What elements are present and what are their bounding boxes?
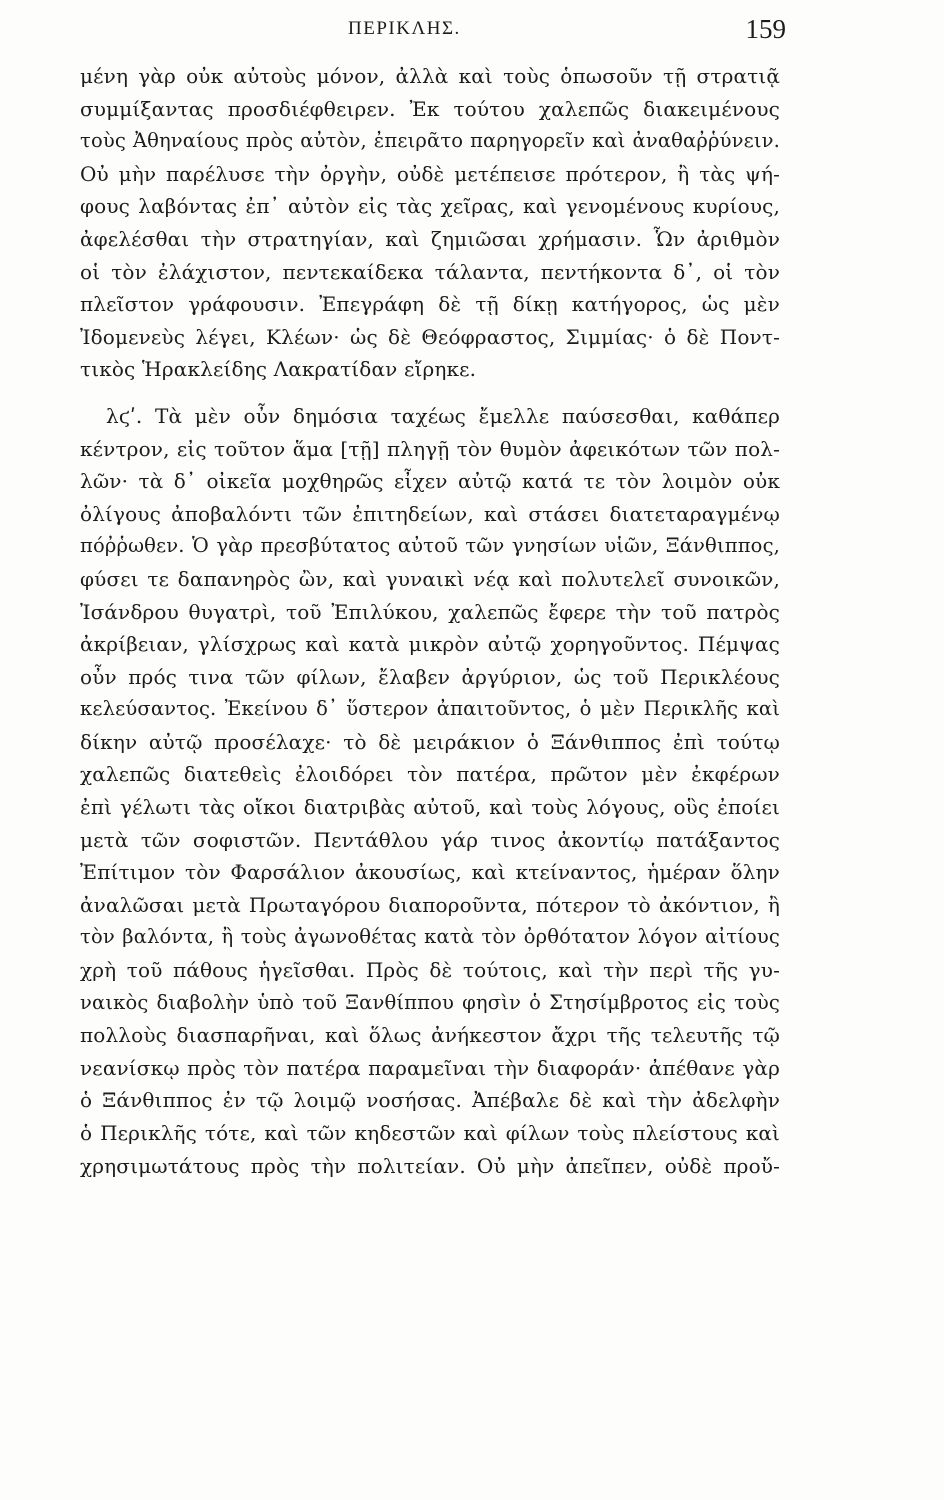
text-line: ἐπὶ γέλωτι τὰς οἴκοι διατριβὰς αὐτοῦ, καὶ τοὺς λόγους, οὓς ἐποίει: [80, 795, 780, 820]
text-line: οὖν πρός τινα τῶν φίλων, ἔλαβεν ἀργύριον, ὡς τοῦ Περικλέους: [80, 664, 780, 689]
text-line: πόῤῥωθεν. Ὁ γὰρ πρεσβύτατος αὐτοῦ τῶν γνησίων υἱῶν, Ξάνθιππος,: [80, 534, 780, 558]
text-line: ναικὸς διαβολὴν ὑπὸ τοῦ Ξανθίππου φησὶν ὁ Στησίμβροτος εἰς τοὺς: [80, 990, 780, 1014]
text-line: ὀλίγους ἀποβαλόντι τῶν ἐπιτηδείων, καὶ στάσει διατεταραγμένῳ: [80, 501, 780, 526]
text-line: πλεῖστον γράφουσιν. Ἐπεγράφη δὲ τῇ δίκῃ κατήγορος, ὡς μὲν: [80, 292, 780, 317]
text-line: δίκην αὐτῷ προσέλαχε· τὸ δὲ μειράκιον ὁ Ξάνθιππος ἐπὶ τούτῳ: [80, 729, 780, 754]
text-line: ὁ Ξάνθιππος ἐν τῷ λοιμῷ νοσήσας. Ἀπέβαλε δὲ καὶ τὴν ἀδελφὴν: [80, 1088, 780, 1113]
text-line: Ἰδομενεὺς λέγει, Κλέων· ὡς δὲ Θεόφραστος, Σιμμίας· ὁ δὲ Ποντ-: [80, 324, 780, 349]
paragraph-2: [80, 400, 780, 1182]
text-line: πολλοὺς διασπαρῆναι, καὶ ὅλως ἀνήκεστον ἄχρι τῆς τελευτῆς τῷ: [80, 1023, 780, 1048]
body-text: [80, 60, 780, 1182]
text-line: ὁ Περικλῆς τότε, καὶ τῶν κηδεστῶν καὶ φίλων τοὺς πλείστους καὶ: [80, 1121, 780, 1145]
text-line: οἱ τὸν ἐλάχιστον, πεντεκαίδεκα τάλαντα, πεντήκοντα δ᾽, οἱ τὸν: [80, 259, 780, 284]
page-header: [80, 14, 786, 48]
running-head: ΠΕΡΙΚΛΗΣ.: [348, 18, 461, 39]
text-line: κελεύσαντος. Ἐκείνου δ᾽ ὕστερον ἀπαιτοῦντος, ὁ μὲν Περικλῆς καὶ: [80, 697, 780, 721]
text-line: χρὴ τοῦ πάθους ἡγεῖσθαι. Πρὸς δὲ τούτοις, καὶ τὴν περὶ τῆς γυ-: [80, 958, 780, 983]
text-line: κέντρον, εἰς τοῦτον ἅμα [τῇ] πληγῇ τὸν θυμὸν ἀφεικότων τῶν πολ-: [80, 436, 780, 461]
text-line: ἀκρίβειαν, γλίσχρως καὶ κατὰ μικρὸν αὐτῷ χορηγοῦντος. Πέμψας: [80, 632, 780, 657]
text-line: φους λαβόντας ἐπ᾽ αὐτὸν εἰς τὰς χεῖρας, καὶ γενομένους κυρίους,: [80, 194, 780, 219]
text-line: φύσει τε δαπανηρὸς ὢν, καὶ γυναικὶ νέᾳ καὶ πολυτελεῖ συνοικῶν,: [80, 566, 780, 591]
text-line: συμμίξαντας προσδιέφθειρεν. Ἐκ τούτου χαλεπῶς διακειμένους: [80, 96, 780, 121]
text-line: χαλεπῶς διατεθεὶς ἐλοιδόρει τὸν πατέρα, πρῶτον μὲν ἐκφέρων: [80, 762, 780, 787]
text-line: μένη γὰρ οὐκ αὐτοὺς μόνον, ἀλλὰ καὶ τοὺς ὁπωσοῦν τῇ στρατιᾷ: [80, 64, 780, 88]
text-line: τικὸς Ἡρακλείδης Λακρατίδαν εἴρηκε.: [80, 357, 477, 382]
text-line: ἀναλῶσαι μετὰ Πρωταγόρου διαποροῦντα, πότερον τὸ ἀκόντιον, ἢ: [80, 892, 780, 917]
page-number: 159: [745, 14, 786, 44]
text-line: νεανίσκῳ πρὸς τὸν πατέρα παραμεῖναι τὴν διαφοράν· ἀπέθανε γὰρ: [80, 1055, 780, 1080]
text-line: μετὰ τῶν σοφιστῶν. Πεντάθλου γάρ τινος ἀκοντίῳ πατάξαντος: [80, 827, 780, 852]
section-start-line: λϛʹ. Τὰ μὲν οὖν δημόσια ταχέως ἔμελλε παύσεσθαι, καθάπερ: [106, 403, 780, 428]
text-line: λῶν· τὰ δ᾽ οἰκεῖα μοχθηρῶς εἶχεν αὐτῷ κατά τε τὸν λοιμὸν οὐκ: [80, 469, 780, 494]
text-line: Ἐπίτιμον τὸν Φαρσάλιον ἀκουσίως, καὶ κτείναντος, ἡμέραν ὅλην: [80, 860, 780, 885]
text-line: χρησιμωτάτους πρὸς τὴν πολιτείαν. Οὐ μὴν ἀπεῖπεν, οὐδὲ προὔ-: [80, 1153, 780, 1178]
text-line: Ἰσάνδρου θυγατρὶ, τοῦ Ἐπιλύκου, χαλεπῶς ἔφερε τὴν τοῦ πατρὸς: [80, 599, 780, 624]
paragraph-gap: [80, 386, 780, 400]
text-line: Οὐ μὴν παρέλυσε τὴν ὀργὴν, οὐδὲ μετέπεισε πρότερον, ἢ τὰς ψή-: [80, 161, 780, 186]
text-line: ἀφελέσθαι τὴν στρατηγίαν, καὶ ζημιῶσαι χρήμασιν. Ὧν ἀριθμὸν: [80, 226, 780, 251]
paragraph-1: [80, 60, 780, 386]
text-line: τοὺς Ἀθηναίους πρὸς αὐτὸν, ἐπειρᾶτο παρηγορεῖν καὶ ἀναθαῤῥύνειν.: [80, 129, 780, 153]
text-line: τὸν βαλόντα, ἢ τοὺς ἀγωνοθέτας κατὰ τὸν ὀρθότατον λόγον αἰτίους: [80, 925, 780, 949]
